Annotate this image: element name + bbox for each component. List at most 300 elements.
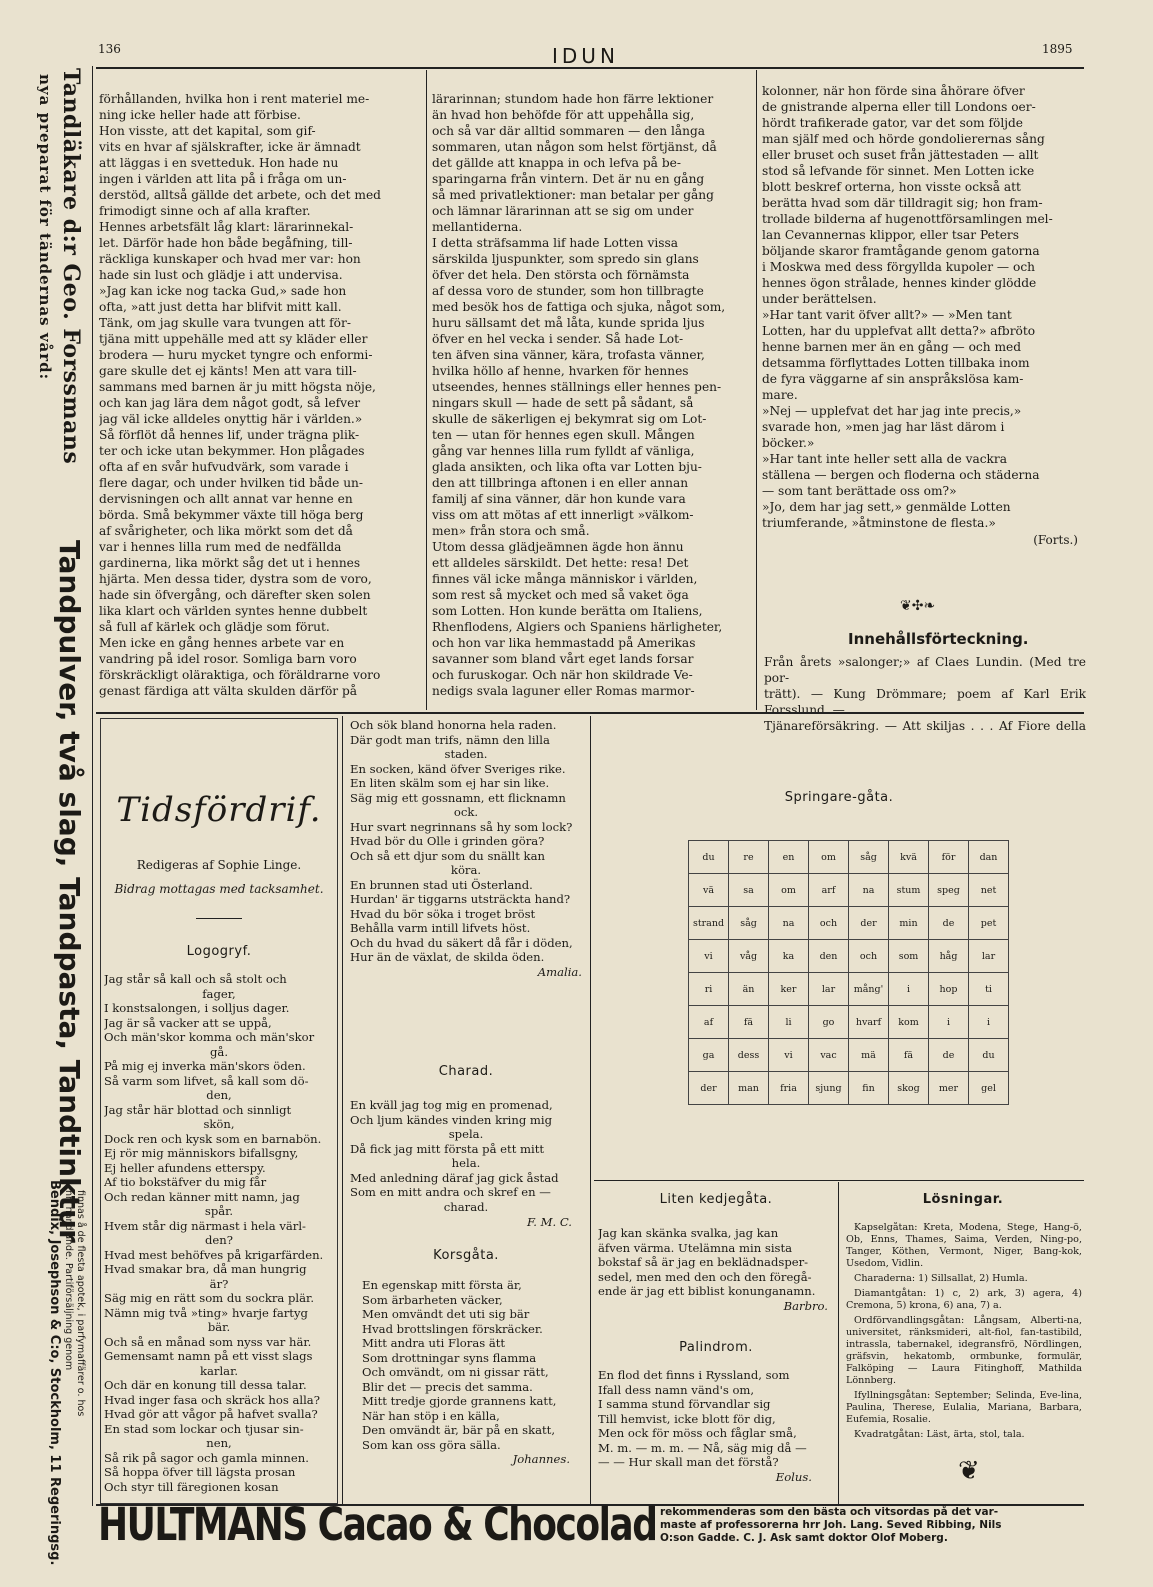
palindrom-title: Palindrom.	[679, 1340, 753, 1355]
text-line: så full af kärlek och glädje som förut.	[99, 620, 330, 634]
text-line: ter och icke utan bekymmer. Hon plågades	[99, 444, 365, 458]
text-line: M. m. — m. m. — Nå, säg mig då —	[598, 1440, 807, 1455]
text-line: ten — utan för hennes egen skull. Mången	[432, 428, 695, 442]
side-ad-line3c: Bendix, Josephson & C:o, Stockholm, 11 Regeringsg.	[47, 1180, 62, 1566]
ad-text-2: maste af professorerna hrr Joh. Lang. Seved Ribbing, Nils	[660, 1519, 1002, 1531]
text-line: med besök hos de fattiga och sjuka, något som,	[432, 300, 726, 314]
grid-cell: na	[769, 907, 809, 940]
text-line: »Jo, dem har jag sett,» genmälde Lotten	[762, 500, 1011, 514]
text-line: En socken, känd öfver Sveriges rike.	[350, 761, 566, 776]
signature-barbro: Barbro.	[783, 1298, 828, 1313]
text-line: En flod det finns i Ryssland, som	[598, 1368, 790, 1382]
text-line: Som ärbarheten väcker,	[362, 1292, 503, 1307]
text-line: Från årets »salonger;» af Claes Lundin. (Med tre por-	[764, 655, 1086, 685]
text-line: bär.	[207, 1320, 231, 1334]
charad-title: Charad.	[438, 1064, 494, 1079]
story-column-2	[432, 91, 750, 703]
grid-cell: skog	[889, 1072, 929, 1105]
text-line: Diamantgåtan: 1) c, 2) ark, 3) agera, 4) Cremona, 5) krona, 6) ana, 7) a.	[846, 1288, 1082, 1311]
text-line: Rhenflodens, Algiers och Spaniens härligheter,	[432, 620, 723, 634]
text-line: frimodigt sinne och af alla krafter.	[99, 204, 311, 218]
text-line: öfver en hel vecka i sender. Så hade Lot-	[432, 332, 684, 346]
grid-cell: sa	[729, 874, 769, 907]
text-line: Som drottningar syns flamma	[362, 1350, 537, 1365]
toc-body	[764, 654, 1086, 734]
text-line: Hvad smakar bra, då man hungrig	[104, 1262, 307, 1276]
text-line: ofta, »att just detta har blifvit mitt kall.	[99, 300, 342, 314]
text-line: Och sök bland honorna hela raden.	[350, 718, 557, 732]
text-line: särskilda ljuspunkter, som spredo sin glans	[432, 252, 699, 266]
grid-cell: håg	[929, 940, 969, 973]
signature-fmc: F. M. C.	[527, 1215, 572, 1229]
text-line: sparingarna från vintern. Det är nu en gång	[432, 172, 705, 186]
grid-cell: i	[969, 1006, 1009, 1039]
text-line: den,	[206, 1088, 232, 1102]
grid-cell: stum	[889, 874, 929, 907]
text-line: tjäna mitt uppehälle med att sy kläder eller	[99, 332, 368, 346]
text-line: som rest så mycket och med så vaket öga	[432, 588, 689, 602]
short-rule	[196, 918, 242, 919]
text-line: mellantiderna.	[432, 220, 523, 234]
text-line: berätta hvad som där tilldragit sig; hon fram-	[762, 196, 1043, 210]
text-line: vandring på idel rosor. Somliga barn voro	[99, 652, 357, 666]
text-line: Blir det — precis det samma.	[362, 1379, 533, 1394]
grid-cell: li	[769, 1006, 809, 1039]
text-line: Jag står så kall och så stolt och	[104, 972, 287, 986]
signature-amalia: Amalia.	[537, 964, 582, 979]
grid-cell: go	[809, 1006, 849, 1039]
grid-cell: i	[889, 973, 929, 1006]
text-line: »Jag kan icke nog tacka Gud,» sade hon	[99, 284, 347, 298]
grid-cell: om	[769, 874, 809, 907]
puzzle-rule-2	[590, 716, 591, 1506]
text-line: Jag är så vacker att se uppå,	[104, 1015, 272, 1030]
text-line: lärarinnan; stundom hade hon färre lektioner	[432, 92, 714, 106]
text-line: hade sin lust och glädje i att undervisa.	[99, 268, 343, 282]
text-line: i Moskwa med dess förgyllda kupoler — och	[762, 260, 1035, 274]
text-line: Säg mig ett gossnamn, ett flicknamn	[350, 790, 566, 805]
text-line: ingen i världen att lita på i fråga om un-	[99, 172, 347, 186]
grid-cell: ri	[689, 973, 729, 1006]
text-line: Tänk, om jag skulle vara tvungen att för-	[99, 316, 351, 330]
text-line: spela.	[448, 1127, 484, 1141]
text-line: gare skulle det ej känts! Men att vara till-	[99, 364, 357, 378]
text-line: ock.	[453, 805, 479, 819]
text-line: bokstaf så är jag en beklädnadsper-	[598, 1255, 809, 1269]
grid-cell: fä	[889, 1039, 929, 1072]
grid-cell: lar	[809, 973, 849, 1006]
grid-cell: för	[929, 841, 969, 874]
side-ad-line3b: hrr handlande. Partiförsäljning genom	[63, 1190, 74, 1371]
text-line: sommaren, utan någon som helst förtjänst, då	[432, 140, 717, 154]
losningar-text	[846, 1222, 1082, 1462]
text-line: brodera — huru mycket tyngre och enformi-	[99, 348, 373, 362]
side-ad-border	[92, 66, 93, 1506]
text-line: ten äfven sina vänner, kära, trofasta vänner,	[432, 348, 705, 362]
text-line: äfven värma. Utelämna min sista	[598, 1240, 793, 1255]
column-rule-1	[426, 70, 427, 710]
text-line: Som en mitt andra och skref en —	[350, 1185, 551, 1199]
ornament-icon: ❦✣❧	[900, 598, 936, 614]
text-line: lika klart och världen syntes henne dubbelt	[99, 604, 368, 618]
tidsfordrif-editor: Redigeras af Sophie Linge.	[136, 858, 302, 872]
text-line: ett alldeles särskildt. Det hette: resa! Det	[432, 556, 689, 570]
text-line: nedigs svala laguner eller Romas marmor-	[432, 684, 695, 698]
text-line: förhållanden, hvilka hon i rent materiel me-	[99, 92, 370, 106]
text-line: gå.	[209, 1044, 229, 1059]
seal-icon: ❦	[958, 1456, 980, 1486]
text-line: utseendes, hennes ställnings eller hennes pen-	[432, 380, 722, 394]
text-line: blott beskref orterna, hon visste också att	[762, 180, 1021, 194]
text-line: »Har tant inte heller sett alla de vackra	[762, 452, 1008, 466]
text-line: huru sällsamt det må låta, kunde sprida ljus	[432, 316, 705, 330]
text-line: trollade bilderna af hugenottförsamlingen mel-	[762, 212, 1053, 226]
text-line: Så hoppa öfver till lägsta prosan	[104, 1465, 296, 1479]
grid-cell: en	[769, 841, 809, 874]
grid-cell: arf	[809, 874, 849, 907]
text-line: detsamma förflyttades Lotten tillbaka inom	[762, 356, 1030, 370]
text-line: vits en hvar af själskrafter, icke är ämnadt	[99, 140, 361, 154]
charad-poem	[350, 1098, 582, 1238]
text-line: de gnistrande alperna eller till Londons oer-	[762, 100, 1036, 114]
text-line: flere dagar, och under hvilken tid både un-	[99, 476, 364, 490]
grid-row	[689, 940, 1009, 973]
logogryf-title: Logogryf.	[186, 944, 252, 959]
grid-cell: mång'	[849, 973, 889, 1006]
grid-row	[689, 841, 1009, 874]
text-line: I samma stund förvandlar sig	[598, 1397, 771, 1411]
text-line: Kapselgåtan: Kreta, Modena, Stege, Hang-ö, Ob, Enns, Thames, Saima, Verden, Ning-po, Tanger, Köthen, Vermont, Niger, Bang-kok, Usedom, Vidlin.	[846, 1222, 1082, 1269]
text-line: Ifall dess namn vänd's om,	[598, 1382, 755, 1397]
text-line: Hvad gör att vågor på hafvet svalla?	[104, 1407, 318, 1421]
text-line: Hennes arbetsfält låg klart: lärarinnekal-	[99, 220, 354, 234]
text-line: En liten skälm som ej har sin like.	[350, 776, 550, 790]
text-line: ställena — bergen och floderna och städerna	[762, 468, 1040, 482]
text-line: Och du hvad du säkert då får i döden,	[350, 935, 573, 950]
text-line: Jag står här blottad och sinnligt	[104, 1102, 292, 1117]
grid-cell: re	[729, 841, 769, 874]
side-ad-line1b: nya preparat för tändernas vård:	[36, 74, 54, 381]
text-line: Och styr till färegionen kosan	[104, 1479, 279, 1494]
text-line: och hon var lika hemmastadd på Amerikas	[432, 636, 696, 650]
text-line: Jag kan skänka svalka, jag kan	[598, 1226, 779, 1240]
grid-cell: pet	[969, 907, 1009, 940]
text-line: På mig ej inverka män'skors öden.	[104, 1059, 306, 1073]
grid-cell: min	[889, 907, 929, 940]
grid-cell: net	[969, 874, 1009, 907]
text-line: svarade hon, »men jag har läst därom i	[762, 420, 1005, 434]
grid-cell: såg	[849, 841, 889, 874]
story-column-1	[99, 91, 421, 703]
text-line: öfver det hela. Den största och förnämsta	[432, 268, 690, 282]
grid-cell: kom	[889, 1006, 929, 1039]
text-line: »Nej — upplefvat det har jag inte precis,»	[762, 404, 1022, 418]
logogryf-continued	[350, 718, 582, 1048]
text-line: den?	[205, 1233, 233, 1247]
text-line: hjärta. Men dessa tider, dystra som de voro,	[99, 572, 372, 586]
grid-cell: och	[849, 940, 889, 973]
text-line: I konstsalongen, i solljus dager.	[104, 1001, 290, 1015]
text-line: hennes ögon strålade, hennes kinder glödde	[762, 276, 1037, 290]
grid-cell: speg	[929, 874, 969, 907]
grid-cell: än	[729, 973, 769, 1006]
kedjegata-title: Liten kedjegåta.	[659, 1192, 773, 1207]
text-line: den att tillbringa aftonen i en eller annan	[432, 476, 689, 490]
grid-row	[689, 1006, 1009, 1039]
springare-grid	[688, 840, 1009, 1105]
puzzle-rule-4	[838, 1182, 839, 1504]
text-line: Och så ett djur som du snällt kan	[350, 848, 545, 863]
text-line: gardinerna, lika mörkt såg det ut i hennes	[99, 556, 361, 570]
springare-title: Springare-gåta.	[784, 790, 894, 805]
text-line: I detta sträfsamma lif hade Lotten vissa	[432, 236, 679, 250]
year: 1895	[1042, 42, 1073, 56]
text-line: — — Hur skall man det förstå?	[598, 1455, 779, 1469]
korsgata-title: Korsgåta.	[433, 1248, 499, 1263]
text-line: hela.	[451, 1156, 481, 1170]
grid-cell: vi	[689, 940, 729, 973]
text-line: derstöd, alltså gällde det arbete, och det med	[99, 188, 381, 202]
text-line: Hurdan' är tiggarns utsträckta hand?	[350, 892, 571, 906]
grid-cell: af	[689, 1006, 729, 1039]
text-line: trätt). — Kung Drömmare; poem af Karl Erik Forsslund. —	[764, 687, 1086, 717]
grid-cell: de	[929, 907, 969, 940]
grid-cell: ker	[769, 973, 809, 1006]
text-line: som Lotten. Hon kunde berätta om Italiens,	[432, 604, 703, 618]
text-line: Så förflöt då hennes lif, under trägna plik-	[99, 428, 360, 442]
text-line: staden.	[444, 747, 488, 761]
text-line: och så var där alltid sommaren — den långa	[432, 124, 706, 138]
text-line: stod så lefvande för sinnet. Men Lotten icke	[762, 164, 1035, 178]
text-line: charad.	[443, 1199, 489, 1214]
text-line: Utom dessa glädjeämnen ägde hon ännu	[432, 540, 684, 554]
puzzle-rule-1	[342, 716, 343, 1506]
text-line: ende är jag ett biblist konunganamn.	[598, 1284, 816, 1298]
korsgata-poem	[362, 1278, 582, 1502]
text-line: köra.	[450, 863, 482, 877]
losningar-title: Lösningar.	[922, 1192, 1004, 1207]
grid-cell: strand	[689, 907, 729, 940]
grid-cell: ti	[969, 973, 1009, 1006]
text-line: finnes väl icke många människor i världen,	[432, 572, 698, 586]
text-line: Hvad inger fasa och skräck hos alla?	[104, 1392, 320, 1407]
column-rule-2	[756, 70, 757, 710]
text-line: Ifyllningsgåtan: September; Selinda, Eve-lina, Paulina, Therese, Eulalia, Mariana, Barbara, Eufemia, Rosalie.	[846, 1390, 1082, 1425]
text-line: viss om att mötas af ett innerligt »välkom-	[432, 508, 694, 522]
text-line: dervisningen och allt annat var henne en	[99, 492, 353, 506]
text-line: henne barnen mer än en gång — och med	[762, 340, 1022, 354]
grid-cell: vac	[809, 1039, 849, 1072]
text-line: lan Cevannernas klippor, eller tsar Peters	[762, 228, 1020, 242]
grid-cell: den	[809, 940, 849, 973]
text-line: Då fick jag mitt första på ett mitt	[350, 1141, 545, 1156]
puzzle-rule-3	[594, 1180, 1084, 1181]
text-line: let. Därför hade hon både begåfning, till-	[99, 236, 353, 250]
toc-title: Innehållsförteckning.	[848, 630, 1029, 648]
grid-cell: na	[849, 874, 889, 907]
grid-cell: gel	[969, 1072, 1009, 1105]
page-number: 136	[98, 42, 121, 56]
ad-brand: HULTMANS Cacao & Chocolad	[98, 1500, 657, 1552]
text-line: Ordförvandlingsgåtan: Långsam, Alberti-na, universitet, ränksmideri, alt-fiol, fan-tastibild, intrassla, tabernakel, idegransfrö, Nördlingen, gräfsvin, hekatomb, ormbunke, formulär, Falköping — Laura Fitinghoff, Mathilda Lönnberg.	[846, 1315, 1082, 1386]
text-line: »Har tant varit öfver allt?» — »Men tant	[762, 308, 1012, 322]
text-line: under berättelsen.	[762, 292, 877, 306]
text-line: var i hennes lilla rum med de nedfällda	[99, 540, 342, 554]
grid-cell: hop	[929, 973, 969, 1006]
text-line: Behålla varm intill lifvets höst.	[350, 921, 531, 935]
side-ad-line3a: finnas å de flesta apotek, i parfymaffärer o. hos	[75, 1190, 86, 1417]
grid-cell: man	[729, 1072, 769, 1105]
text-line: Men ock för möss och fåglar små,	[598, 1426, 797, 1440]
text-line: familj af sina vänner, där hon kunde vara	[432, 492, 686, 506]
text-line: fager,	[202, 986, 236, 1001]
text-line: Tjänareförsäkring. — Att skiljas . . . Af Fiore della	[764, 719, 1086, 733]
text-line: triumferande, »åtminstone de flesta.»	[762, 516, 996, 530]
grid-row	[689, 1072, 1009, 1105]
text-line: sammans med barnen är ju mitt högsta nöje,	[99, 380, 376, 394]
text-line: af svårigheter, och lika mörkt som det då	[99, 524, 353, 538]
grid-cell: dan	[969, 841, 1009, 874]
text-line: Hur än de växlat, de skilda öden.	[350, 950, 545, 964]
text-line: Och män'skor komma och män'skor	[104, 1030, 315, 1044]
text-line: Hvad brottslingen förskräcker.	[362, 1321, 543, 1336]
text-line: Hvem står dig närmast i hela värl-	[104, 1218, 306, 1233]
grid-cell: våg	[729, 940, 769, 973]
grid-row	[689, 1039, 1009, 1072]
grid-cell: lar	[969, 940, 1009, 973]
text-line: karlar.	[199, 1363, 239, 1378]
text-line: ning icke heller hade att förbise.	[99, 108, 301, 122]
text-line: och lämnar lärarinnan att se sig om under	[432, 204, 694, 218]
text-line: Men icke en gång hennes arbete var en	[99, 636, 345, 650]
text-line: glada ansikten, och lika ofta var Lotten bju-	[432, 460, 702, 474]
text-line: Så rik på sagor och gamla minnen.	[104, 1450, 309, 1465]
grid-cell: vä	[689, 874, 729, 907]
palindrom-poem	[598, 1368, 832, 1500]
text-line: spår.	[204, 1204, 234, 1218]
text-line: kolonner, när hon förde sina åhörare öfver	[762, 84, 1025, 98]
masthead-title: IDUN	[552, 44, 619, 68]
section-rule	[96, 712, 1084, 714]
grid-cell: och	[809, 907, 849, 940]
text-line: men» från stora och små.	[432, 524, 590, 538]
grid-cell: du	[969, 1039, 1009, 1072]
text-line: savanner som bland vårt eget lands forsar	[432, 652, 694, 666]
text-line: Hur svart negrinnans så hy som lock?	[350, 819, 573, 834]
text-line: och furuskogar. Och när hon skildrade Ve-	[432, 668, 693, 682]
text-line: hördt trafikerade gator, var det som följde	[762, 116, 1024, 130]
tidsfordrif-subtitle: Bidrag mottagas med tacksamhet.	[114, 882, 324, 896]
grid-cell: om	[809, 841, 849, 874]
text-line: — som tant berättade oss om?»	[762, 484, 957, 498]
text-line: En brunnen stad uti Österland.	[350, 877, 533, 892]
text-line: Hvad mest behöfves på krigarfärden.	[104, 1247, 324, 1262]
text-line: ofta af en svår hufvudvärk, som varade i	[99, 460, 349, 474]
text-line: Gemensamt namn på ett visst slags	[104, 1349, 313, 1363]
grid-cell: de	[929, 1039, 969, 1072]
ad-text	[660, 1506, 1086, 1545]
grid-cell: ga	[689, 1039, 729, 1072]
grid-cell: der	[689, 1072, 729, 1105]
text-line: de fyra väggarne af sin anspråkslösa kam-	[762, 372, 1024, 386]
text-line: skulle de säkerligen ej bekymrat sig om Lot-	[432, 412, 707, 426]
continued-note: (Forts.)	[1033, 533, 1078, 547]
text-line: Hon visste, att det kapital, som gif-	[99, 124, 316, 138]
text-line: Nämn mig två »ting» hvarje fartyg	[104, 1305, 308, 1320]
text-line: När han stöp i en källa,	[362, 1408, 500, 1423]
text-line: man själf med och hörde gondolierernas sång	[762, 132, 1045, 146]
header-rule	[96, 67, 1084, 69]
text-line: En kväll jag tog mig en promenad,	[350, 1098, 553, 1112]
grid-cell: såg	[729, 907, 769, 940]
text-line: jag väl icke alldeles onyttig här i världen.»	[99, 412, 363, 426]
grid-cell: mä	[849, 1039, 889, 1072]
text-line: Hvad bör du Olle i grinden göra?	[350, 834, 545, 848]
text-line: En egenskap mitt första är,	[362, 1278, 522, 1292]
grid-cell: der	[849, 907, 889, 940]
grid-cell: som	[889, 940, 929, 973]
text-line: Som kan oss göra sälla.	[362, 1437, 501, 1452]
grid-cell: sjung	[809, 1072, 849, 1105]
grid-cell: hvarf	[849, 1006, 889, 1039]
text-line: Ej heller afundens etterspy.	[104, 1160, 266, 1175]
text-line: det gällde att knappa in och lefva på be-	[432, 156, 681, 170]
text-line: Och så en månad som nyss var här.	[104, 1334, 312, 1349]
text-line: så med privatlektioner: man betalar per gång	[432, 188, 714, 202]
text-line: Och ljum kändes vinden kring mig	[350, 1112, 553, 1127]
text-line: förskräckligt oläraktiga, och föräldrarne voro	[99, 668, 381, 682]
text-line: skön,	[203, 1117, 235, 1131]
grid-cell: vi	[769, 1039, 809, 1072]
text-line: Och omvändt, om ni gissar rätt,	[362, 1365, 549, 1379]
text-line: Mitt andra uti Floras ätt	[362, 1336, 506, 1350]
grid-cell: du	[689, 841, 729, 874]
side-ad-line2: Tandpulver, två slag, Tandpasta, Tandtinktur	[53, 540, 86, 1243]
text-line: En stad som lockar och tjusar sin-	[104, 1421, 304, 1436]
text-line: böcker.»	[762, 436, 815, 450]
text-line: Dock ren och kysk som en barnabön.	[104, 1131, 322, 1146]
text-line: sedel, men med den och den föregå-	[598, 1269, 812, 1284]
grid-cell: ka	[769, 940, 809, 973]
grid-row	[689, 973, 1009, 1006]
text-line: börda. Små bekymmer växte till höga berg	[99, 508, 364, 522]
story-column-3	[762, 83, 1084, 553]
text-line: Med anledning däraf jag gick åstad	[350, 1170, 559, 1185]
grid-row	[689, 907, 1009, 940]
text-line: Och redan känner mitt namn, jag	[104, 1189, 300, 1204]
text-line: Kvadratgåtan: Läst, ärta, stol, tala.	[854, 1429, 1025, 1440]
text-line: gång var hennes lilla rum fylldt af vänliga,	[432, 444, 695, 458]
side-ad-line1: Tandläkare d:r Geo. Forssmans	[58, 68, 84, 465]
signature-eolus: Eolus.	[775, 1469, 812, 1484]
signature-johannes: Johannes.	[512, 1452, 570, 1466]
grid-cell: kvä	[889, 841, 929, 874]
text-line: Mitt tredje gjorde grannens katt,	[362, 1394, 557, 1408]
text-line: af dessa voro de stunder, som hon tillbragte	[432, 284, 704, 298]
text-line: Där godt man trifs, nämn den lilla	[350, 732, 550, 747]
text-line: än hvad hon behöfde för att uppehålla sig,	[432, 108, 695, 122]
text-line: Ej rör mig människors bifallsgny,	[104, 1146, 299, 1160]
ad-text-1: rekommenderas som den bästa och vitsordas på det var-	[660, 1506, 999, 1518]
text-line: att läggas i en svetteduk. Hon hade nu	[99, 156, 339, 170]
text-line: Till hemvist, icke blott för dig,	[598, 1411, 776, 1426]
tidsfordrif-title: Tidsfördrif.	[116, 790, 322, 830]
text-line: och kan jag lära dem något godt, så lefver	[99, 396, 361, 410]
text-line: böljande skaror framtågande genom gatorna	[762, 244, 1040, 258]
text-line: Den omvändt är, bär på en skatt,	[362, 1423, 556, 1437]
text-line: räckliga kunskaper och hvad mer var: hon	[99, 252, 361, 266]
text-line: Charaderna: 1) Sillsallat, 2) Humla.	[854, 1273, 1028, 1284]
